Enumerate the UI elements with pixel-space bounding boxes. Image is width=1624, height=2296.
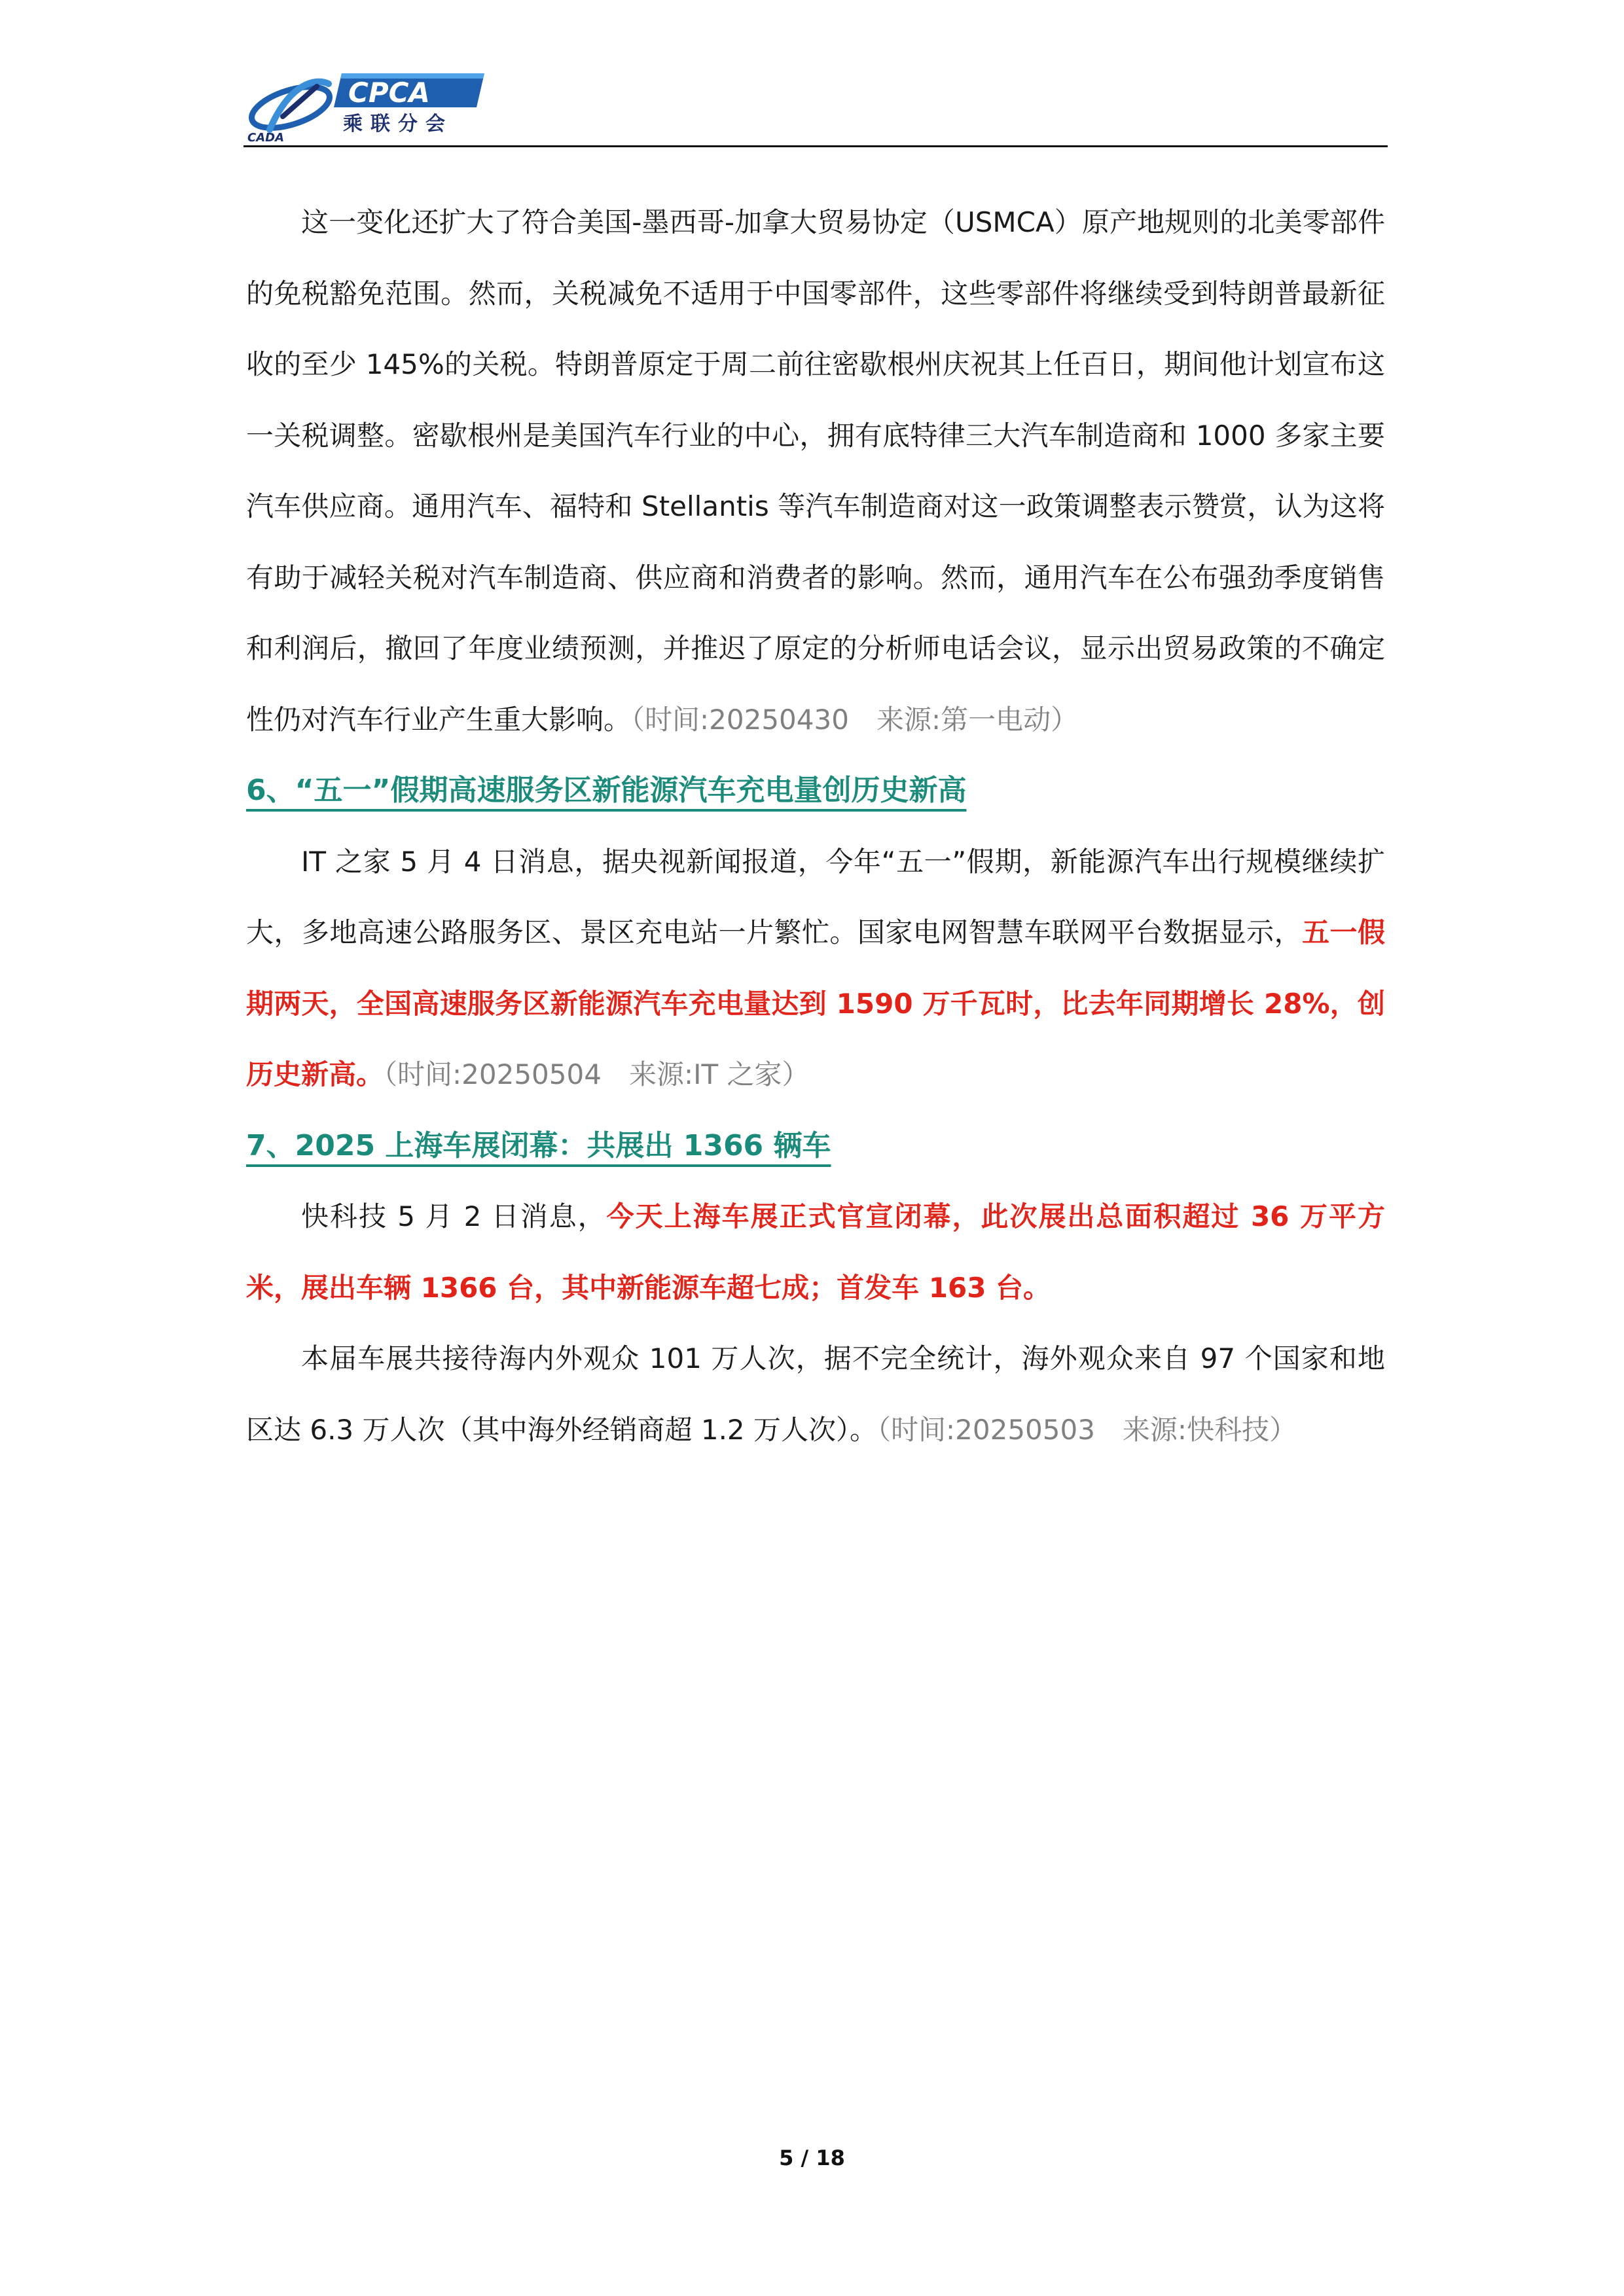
section-6-heading: 6、“五一”假期高速服务区新能源汽车充电量创历史新高: [246, 774, 967, 807]
page-header: [244, 71, 1388, 145]
header-divider: [244, 145, 1388, 147]
logo-right-text: CPCA: [348, 77, 430, 109]
section-6-paragraph: [246, 827, 1385, 1111]
document-body: [246, 187, 1385, 1465]
section-7-text: 快科技 5 月 2 日消息，: [301, 1200, 607, 1232]
section-7-heading: 7、2025 上海车展闭幕：共展出 1366 辆车: [246, 1128, 831, 1162]
article-end-text: 这一变化还扩大了符合美国-墨西哥-加拿大贸易协定（USMCA）原产地规则的北美零部件的免税豁免范围。然而，关税减免不适用于中国零部件，这些零部件将继续受到特朗普最新征收的至少 145%的关税。特朗普原定于周二前往密歇根州庆祝其上任百日，期间他计划宣布这一关税调整。密歇根州是美国汽车行业的中心，拥有底特律三大汽车制造商和 1000 多家主要汽车供应商。通用汽车、福特和 Stellantis 等汽车制造商对这一政策调整表示赞赏，认为这将有助于减轻关税对汽车制造商、供应商和消费者的影响。然而，通用汽车在公布强劲季度销售和利润后，撤回了年度业绩预测，并推迟了原定的分析师电话会议，显示出贸易政策的不确定性仍对汽车行业产生重大影响。: [246, 206, 1385, 736]
section-7-text-2: 本届车展共接待海内外观众 101 万人次，据不完全统计，海外观众来自 97 个国家和地区达 6.3 万人次（其中海外经销商超 1.2 万人次）。: [246, 1342, 1385, 1446]
page-number: 5 / 18: [779, 2145, 845, 2170]
section-7-paragraph-1: [246, 1181, 1385, 1323]
article-end-meta: （时间:20250430 来源:第一电动）: [631, 703, 1079, 736]
section-7-highlight: 今天上海车展正式官宣闭幕，此次展出总面积超过 36 万平方米，展出车辆 1366 台，其中新能源车超七成；首发车 163 台。: [246, 1200, 1385, 1304]
section-6-text: IT 之家 5 月 4 日消息，据央视新闻报道，今年“五一”假期，新能源汽车出行规模继续扩大，多地高速公路服务区、景区充电站一片繁忙。国家电网智慧车联网平台数据显示，: [246, 845, 1385, 948]
section-7-paragraph-2: [246, 1323, 1385, 1465]
article-end-paragraph: [246, 187, 1385, 755]
section-7-meta: （时间:20250503 来源:快科技）: [877, 1413, 1297, 1446]
section-6-highlight: 五一假期两天，全国高速服务区新能源汽车充电量达到 1590 万千瓦时，比去年同期增长 28%，创历史新高。: [246, 916, 1385, 1090]
logo-cn-text: 乘联分会: [343, 113, 453, 135]
logo-left-text: CADA: [247, 131, 285, 145]
section-6-meta: （时间:20250504 来源:IT 之家）: [384, 1058, 810, 1090]
